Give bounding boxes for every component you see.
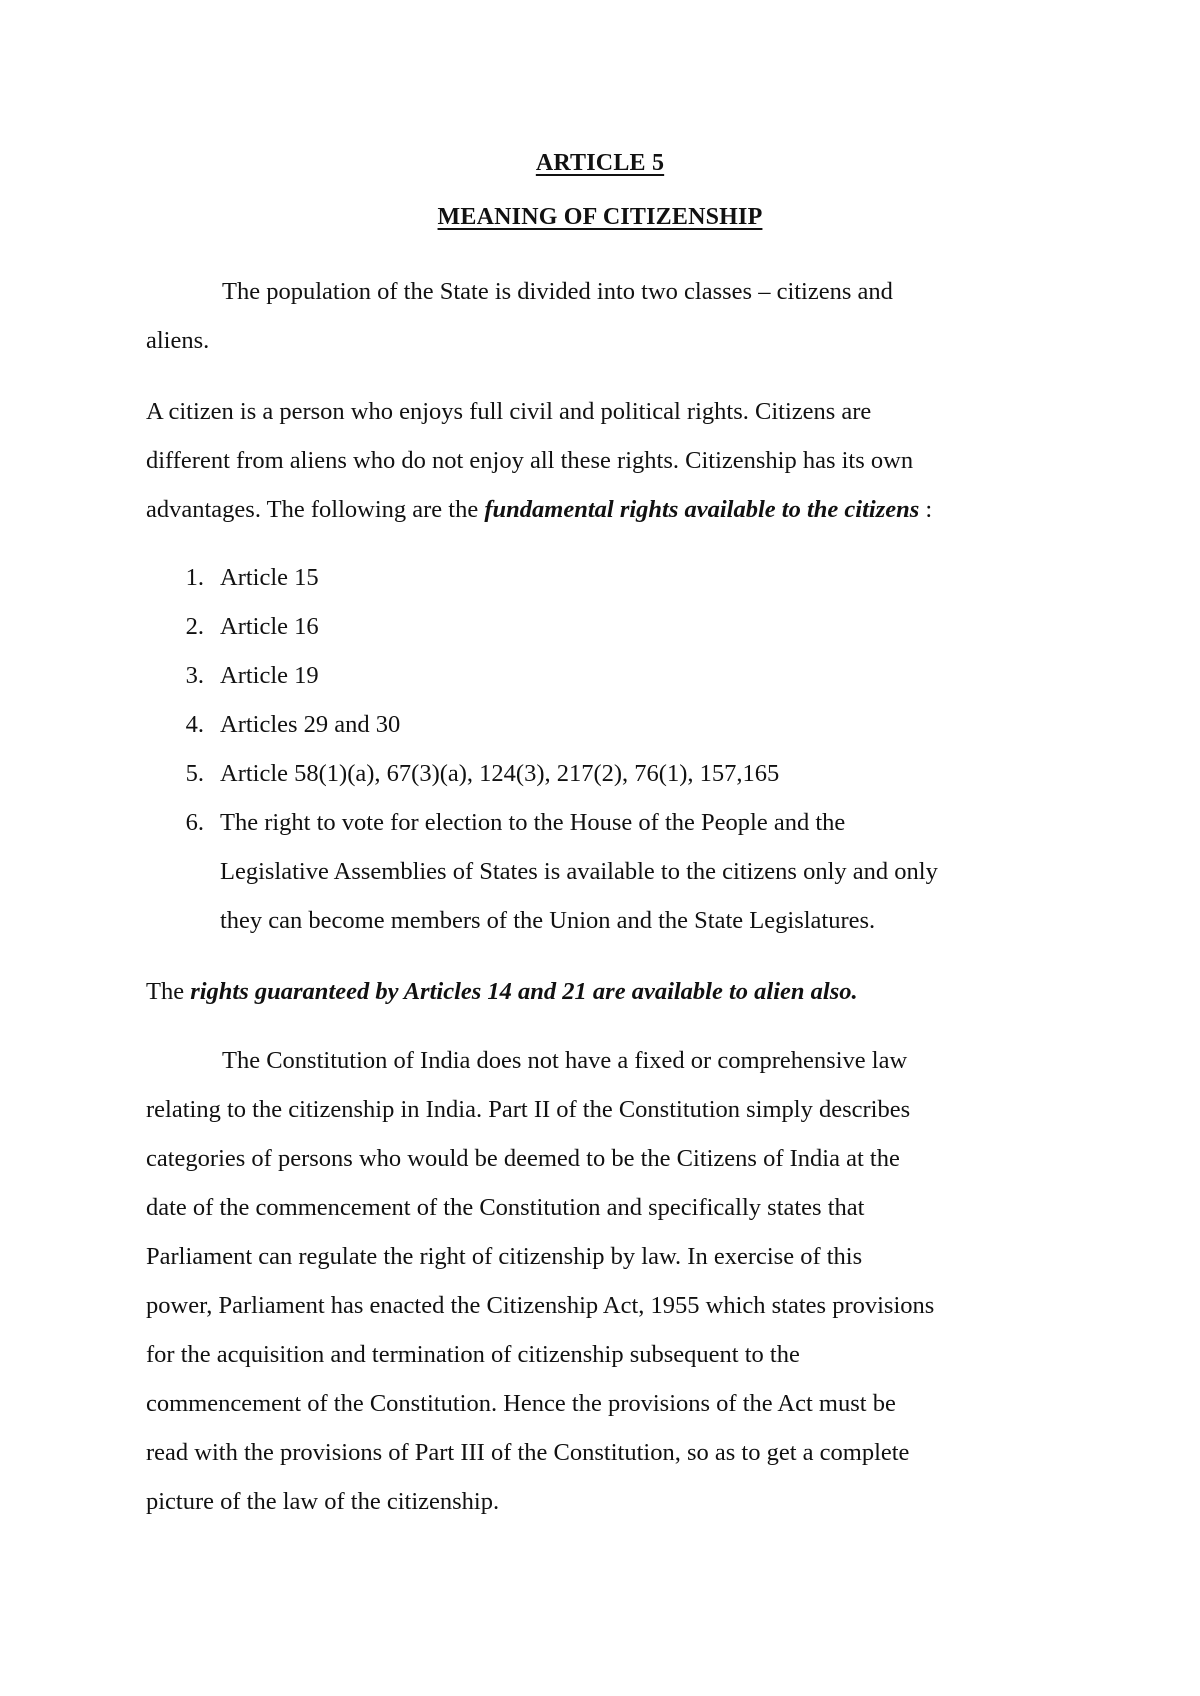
paragraph-1-line: aliens. [146,327,210,354]
list-number: 4. [185,711,204,738]
list-item: Article 15 [220,564,319,591]
list-item-continuation: Legislative Assemblies of States is available to the citizens only and only [220,858,938,885]
list-item-continuation: they can become members of the Union and the State Legislatures. [220,907,876,934]
list-item: Articles 29 and 30 [220,711,401,738]
list-number: 5. [185,760,204,787]
paragraph-3-line: date of the commencement of the Constitution and specifically states that [146,1194,865,1221]
paragraph-3-line: The Constitution of India does not have a fixed or comprehensive law [222,1047,908,1074]
paragraph-3-line: read with the provisions of Part III of the Constitution, so as to get a complete [146,1439,910,1466]
paragraph-3-line: power, Parliament has enacted the Citizenship Act, 1955 which states provisions [146,1292,935,1319]
paragraph-3-line: commencement of the Constitution. Hence the provisions of the Act must be [146,1390,896,1417]
paragraph-3-line: for the acquisition and termination of citizenship subsequent to the [146,1341,800,1368]
list-item: The right to vote for election to the House of the People and the [220,809,846,836]
article-title: ARTICLE 5 [535,150,665,176]
list-number: 6. [185,809,204,836]
plain-text: : [919,496,933,523]
paragraph-2-line: different from aliens who do not enjoy all these rights. Citizenship has its own [146,447,914,474]
list-number: 3. [185,662,204,689]
paragraph-3-line: picture of the law of the citizenship. [146,1488,500,1515]
plain-text: advantages. The following are the [146,496,485,523]
list-number: 1. [185,564,204,591]
paragraph-2-line [146,495,932,525]
list-item: Article 19 [220,662,319,689]
emphasis-text: fundamental rights available to the citizens [484,496,920,523]
section-subtitle: MEANING OF CITIZENSHIP [437,204,763,230]
emphasis-text: rights guaranteed by Articles 14 and 21 are available to alien also. [190,978,858,1005]
list-number: 2. [185,613,204,640]
aliens-rights-note [146,977,858,1007]
paragraph-2-line: A citizen is a person who enjoys full civil and political rights. Citizens are [146,398,872,425]
list-item: Article 58(1)(a), 67(3)(a), 124(3), 217(2), 76(1), 157,165 [220,760,780,787]
paragraph-3-line: categories of persons who would be deemed to be the Citizens of India at the [146,1145,900,1172]
paragraph-3-line: Parliament can regulate the right of citizenship by law. In exercise of this [146,1243,863,1270]
paragraph-3-line: relating to the citizenship in India. Part II of the Constitution simply describes [146,1096,911,1123]
list-item: Article 16 [220,613,319,640]
plain-text: The [146,978,191,1005]
paragraph-1-line: The population of the State is divided into two classes – citizens and [222,278,893,305]
